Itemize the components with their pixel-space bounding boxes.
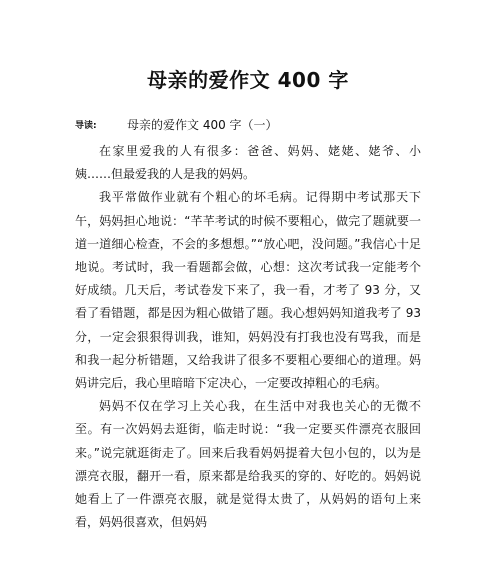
document-title: 母亲的爱作文 400 字	[147, 68, 349, 92]
paragraph-3: 妈妈不仅在学习上关心我，在生活中对我也关心的无微不至。有一次妈妈去逛街，临走时说：“我一定要买件漂亮衣服回来。”说完就逛街走了。回来后我看妈妈提着大包小包的，以为是漂亮衣服，翻开一看，原来都是给我买的穿的、好吃的。妈妈说她看上了一件漂亮衣服，就是觉得太贵了，从妈妈的语句上来看，妈妈很喜欢，但妈妈	[75, 399, 421, 530]
body-text	[75, 140, 421, 534]
paragraph-2: 我平常做作业就有个粗心的坏毛病。记得期中考试那天下午，妈妈担心地说：“芊芊考试的时候不要粗心，做完了题就要一道一道细心检查，不会的多想想。”“放心吧，没问题。”我信心十足地说。考试时，我一看题都会做，心想：这次考试我一定能考个好成绩。几天后，考试卷发下来了，我一看，才考了 93 分，又看了看错题，都是因为粗心做错了题。我心想妈妈知道我考了 93 分，一定会狠狠得训我，谁知，妈妈没有打我也没有骂我，而是和我一起分析错题，又给我讲了很多不要粗心要细心的道理。妈妈讲完后，我心里暗暗下定决心，一定要改掉粗心的毛病。	[75, 190, 421, 391]
intro-subtitle: 母亲的爱作文 400 字（一）	[127, 118, 278, 132]
intro-label: 导读:	[75, 121, 97, 131]
intro-row	[75, 115, 435, 137]
paragraph-1: 在家里爱我的人有很多：爸爸、妈妈、姥姥、姥爷、小姨……但最爱我的人是我的妈妈。	[75, 144, 421, 182]
